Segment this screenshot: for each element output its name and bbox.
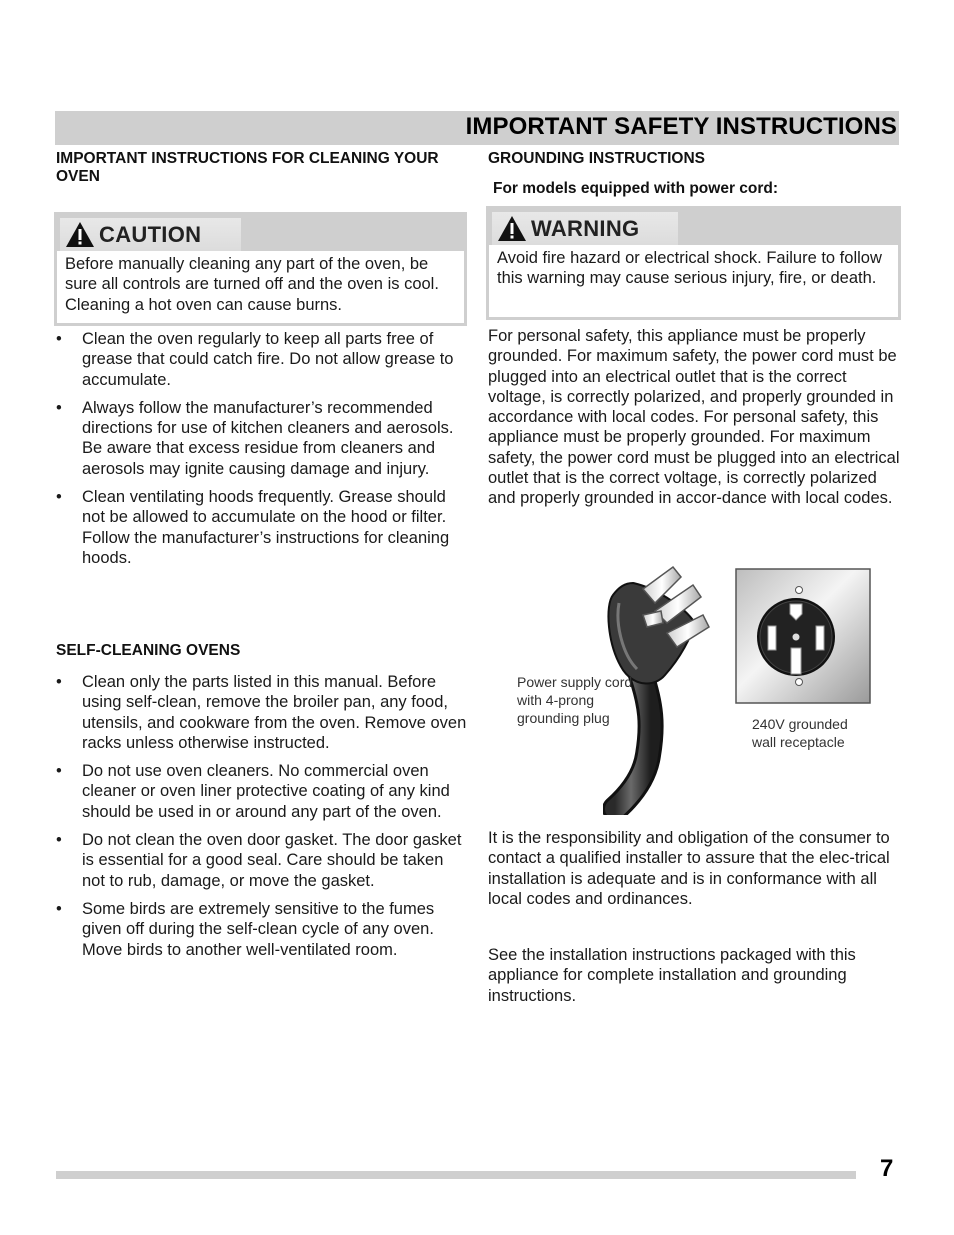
grounding-paragraph: For personal safety, this appliance must be properly grounded. For maximum safety, the power cord must be plugged into an electrical outlet that is the correct voltage, is correctly polarized, and properly grounded in accordance with local codes. For personal safety, this appliance must be properly grounded. For maximum safety, the power cord must be plugged into an electrical outlet that is the correct voltage, is correctly polarized and properly grounded in accor-dance with local codes.: [488, 327, 900, 508]
plug-caption: Power supply cord with 4-prong grounding plug: [517, 674, 633, 726]
warning-text: Avoid fire hazard or electrical shock. Failure to follow this warning may cause serious injury, fire, or death.: [497, 249, 882, 288]
list-item: • Clean the oven regularly to keep all parts free of grease that could catch fire. Do not allow grease to accumulate.: [56, 330, 454, 389]
responsibility-paragraph: It is the responsibility and obligation of the consumer to contact a qualified installer to assure that the elec-trical installation is adequate and is in conformance with all local codes and ordinances.: [488, 829, 890, 908]
list-item: • Some birds are extremely sensitive to the fumes given off during the self-clean cycle of any oven. Move birds to another well-ventilated room.: [56, 899, 435, 959]
caution-box: [54, 212, 467, 326]
list-item: • Always follow the manufacturer’s recommended directions for use of kitchen cleaners and aerosols. Be aware that excess residue from cleaners and aerosols may ignite causing damage and injury.: [56, 398, 454, 478]
caution-label: CAUTION: [99, 221, 202, 247]
warning-header: [489, 209, 898, 245]
right-column: [488, 150, 902, 1005]
grounding-heading: GROUNDING INSTRUCTIONS: [488, 150, 705, 167]
page-number: 7: [880, 1155, 894, 1182]
warning-triangle-icon: [497, 215, 527, 242]
warning-box: [486, 206, 901, 320]
cleaning-bullet-list: [56, 329, 468, 576]
power-cord-subheading: For models equipped with power cord:: [493, 180, 779, 197]
list-item: • Clean ventilating hoods frequently. Grease should not be allowed to accumulate on the hood or filter. Follow the manufacturer’s instructions for cleaning hoods.: [56, 488, 450, 567]
caution-tab: [60, 218, 241, 251]
page-title: IMPORTANT SAFETY INSTRUCTIONS: [465, 113, 897, 140]
footer-bar: [56, 1171, 856, 1179]
list-item: • Do not use oven cleaners. No commercial oven cleaner or oven liner protective coating of any kind should be used in or around any part of the oven.: [56, 762, 450, 821]
installation-paragraph: See the installation instructions packaged with this appliance for complete installation and grounding instructions.: [488, 946, 856, 1005]
left-column: [56, 150, 468, 959]
cleaning-heading: IMPORTANT INSTRUCTIONS FOR CLEANING YOUR OVEN: [56, 150, 439, 185]
caution-header: [57, 215, 464, 251]
warning-triangle-icon: [65, 221, 95, 248]
list-item: • Do not clean the oven door gasket. The door gasket is essential for a good seal. Care should be taken not to rub, damage, or move the gasket.: [56, 831, 462, 890]
title-bar: [55, 111, 899, 145]
wall-receptacle-illustration: [735, 568, 871, 704]
receptacle-caption: 240V grounded wall receptacle: [752, 716, 848, 750]
self-clean-heading: SELF-CLEANING OVENS: [56, 642, 241, 659]
self-clean-bullet-list: [56, 672, 468, 968]
list-item: • Clean only the parts listed in this manual. Before using self-clean, remove the broiler pan, any food, utensils, and cookware from the oven. Remove oven racks unless otherwise instructed.: [56, 673, 467, 752]
caution-text: Before manually cleaning any part of the oven, be sure all controls are turned off and the oven is cool. Cleaning a hot oven can cause burns.: [65, 255, 439, 314]
warning-tab: [492, 212, 678, 245]
warning-label: WARNING: [531, 215, 640, 241]
